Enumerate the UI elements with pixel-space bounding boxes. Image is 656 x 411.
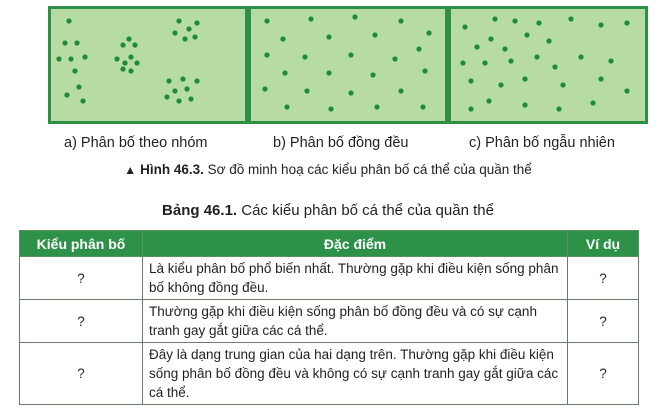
individual-dot (348, 90, 353, 95)
individual-dot (608, 58, 613, 63)
individual-dot (498, 82, 503, 87)
figure-panels (0, 0, 656, 160)
table-label: Bảng 46.1. (162, 202, 238, 219)
table-row (20, 300, 639, 343)
panel-caption-c: c) Phân bố ngẫu nhiên (469, 135, 615, 151)
panel-caption-a: a) Phân bố theo nhóm (64, 135, 208, 151)
header-type: Kiểu phân bố (20, 231, 143, 257)
individual-dot (72, 68, 77, 73)
individual-dot (590, 100, 595, 105)
individual-dot (352, 14, 357, 19)
individual-dot (624, 20, 629, 25)
individual-dot (398, 88, 403, 93)
individual-dot (122, 60, 127, 65)
individual-dot (422, 68, 427, 73)
individual-dot (326, 34, 331, 39)
individual-dot (560, 82, 565, 87)
individual-dot (598, 22, 603, 27)
individual-dot (474, 44, 479, 49)
individual-dot (120, 66, 125, 71)
figure-label: Hình 46.3. (140, 162, 204, 177)
panel-clumped (48, 6, 248, 124)
figure-caption (0, 162, 656, 177)
table-header-row (20, 231, 639, 257)
individual-dot (398, 18, 403, 23)
individual-dot (172, 30, 177, 35)
individual-dot (512, 18, 517, 23)
individual-dot (534, 54, 539, 59)
individual-dot (264, 18, 269, 23)
individual-dot (194, 20, 199, 25)
individual-dot (492, 16, 497, 21)
individual-dot (114, 56, 119, 61)
individual-dot (426, 30, 431, 35)
individual-dot (482, 60, 487, 65)
individual-dot (172, 88, 177, 93)
individual-dot (522, 76, 527, 81)
individual-dot (624, 88, 629, 93)
individual-dot (180, 76, 185, 81)
triangle-icon: ▲ (124, 163, 137, 177)
uniform-distribution-diagram (251, 9, 445, 121)
cell-example: ? (568, 257, 639, 300)
individual-dot (82, 54, 87, 59)
individual-dot (176, 18, 181, 23)
individual-dot (132, 42, 137, 47)
individual-dot (348, 52, 353, 57)
individual-dot (166, 78, 171, 83)
individual-dot (182, 36, 187, 41)
individual-dot (134, 60, 139, 65)
individual-dot (522, 102, 527, 107)
individual-dot (304, 88, 309, 93)
cell-example: ? (568, 300, 639, 343)
individual-dot (80, 98, 85, 103)
individual-dot (524, 32, 529, 37)
random-distribution-diagram (451, 9, 645, 121)
header-characteristics: Đặc điểm (143, 231, 568, 257)
table-title (0, 202, 656, 219)
individual-dot (374, 104, 379, 109)
individual-dot (460, 60, 465, 65)
individual-dot (308, 16, 313, 21)
individual-dot (546, 38, 551, 43)
individual-dot (184, 86, 189, 91)
table-row (20, 343, 639, 405)
clumped-distribution-diagram (51, 9, 245, 121)
individual-dot (126, 36, 131, 41)
individual-dot (262, 86, 267, 91)
individual-dot (468, 78, 473, 83)
individual-dot (282, 70, 287, 75)
individual-dot (462, 24, 467, 29)
individual-dot (76, 84, 81, 89)
panel-uniform (248, 6, 448, 124)
individual-dot (62, 40, 67, 45)
individual-dot (556, 106, 561, 111)
individual-dot (416, 46, 421, 51)
individual-dot (264, 52, 269, 57)
individual-dot (326, 70, 331, 75)
panel-caption-b: b) Phân bố đồng đều (273, 135, 409, 151)
table-row (20, 257, 639, 300)
individual-dot (68, 56, 73, 61)
figure-caption-text: Sơ đồ minh hoạ các kiểu phân bố cá thể của quần thể (207, 162, 532, 177)
individual-dot (328, 106, 333, 111)
table-title-text: Các kiểu phân bố cá thể của quần thể (241, 202, 494, 219)
individual-dot (120, 42, 125, 47)
individual-dot (488, 36, 493, 41)
individual-dot (568, 16, 573, 21)
distribution-table (19, 230, 639, 405)
individual-dot (578, 54, 583, 59)
individual-dot (486, 98, 491, 103)
individual-dot (598, 76, 603, 81)
individual-dot (56, 56, 61, 61)
individual-dot (194, 78, 199, 83)
cell-desc: Thường gặp khi điều kiện sống phân bố đồng đều và có sự cạnh tranh gay gắt giữa các cá thể. (143, 300, 568, 343)
header-example: Ví dụ (568, 231, 639, 257)
cell-desc: Đây là dạng trung gian của hai dạng trên. Thường gặp khi điều kiện sống phân bố đồng đều và không có sự cạnh tranh gay gắt giữa các cá thể. (143, 343, 568, 405)
cell-type: ? (20, 343, 143, 405)
individual-dot (372, 32, 377, 37)
panel-random (448, 6, 648, 124)
individual-dot (128, 54, 133, 59)
individual-dot (508, 58, 513, 63)
individual-dot (128, 68, 133, 73)
individual-dot (420, 104, 425, 109)
individual-dot (284, 104, 289, 109)
individual-dot (64, 92, 69, 97)
cell-example: ? (568, 343, 639, 405)
individual-dot (468, 106, 473, 111)
individual-dot (164, 94, 169, 99)
individual-dot (66, 18, 71, 23)
cell-desc: Là kiểu phân bố phổ biến nhất. Thường gặp khi điều kiện sống phân bố không đồng đều. (143, 257, 568, 300)
individual-dot (552, 64, 557, 69)
individual-dot (192, 34, 197, 39)
cell-type: ? (20, 257, 143, 300)
cell-type: ? (20, 300, 143, 343)
individual-dot (188, 96, 193, 101)
individual-dot (186, 26, 191, 31)
individual-dot (302, 54, 307, 59)
individual-dot (280, 36, 285, 41)
individual-dot (176, 98, 181, 103)
individual-dot (74, 40, 79, 45)
individual-dot (502, 46, 507, 51)
individual-dot (392, 56, 397, 61)
individual-dot (536, 20, 541, 25)
individual-dot (370, 72, 375, 77)
